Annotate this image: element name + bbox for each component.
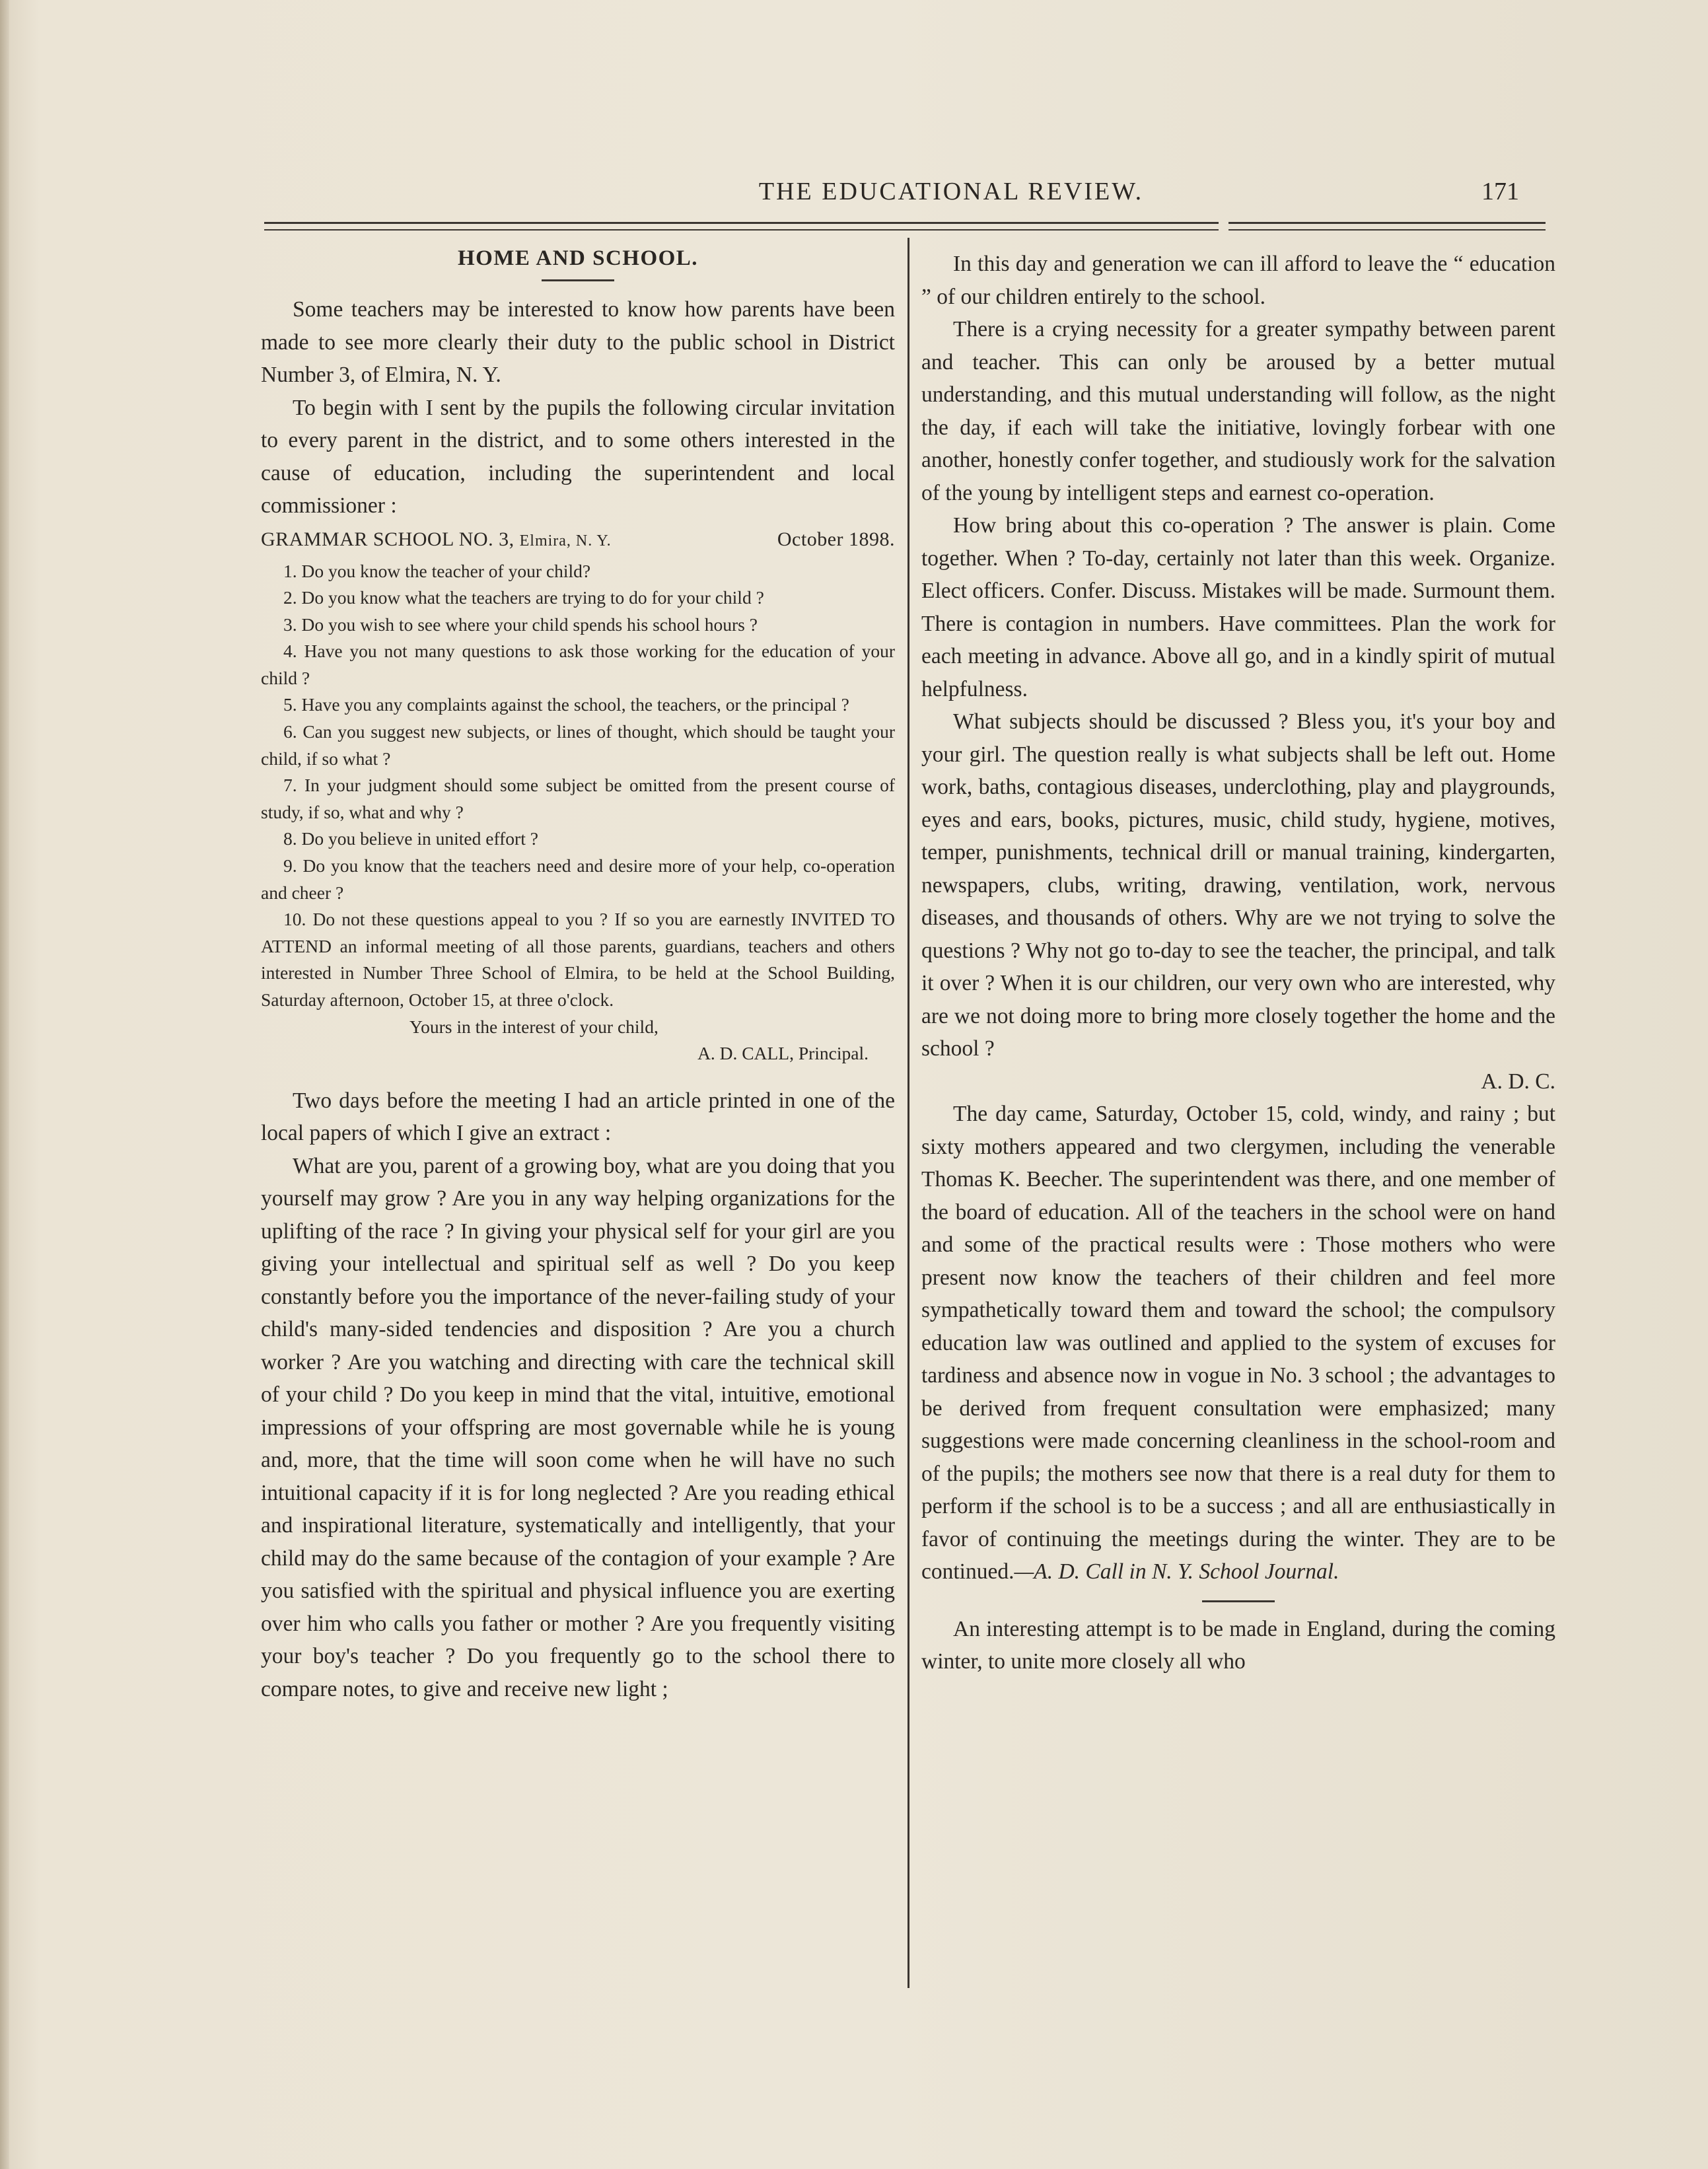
report-text: The day came, Saturday, October 15, cold, windy, and rainy ; but sixty mothers appeared and two clergymen, including the venerable Thomas K. Beecher. The superintendent was there, and one member of the board of education. All of the teachers in the school were on hand and some of the practical results were : Those mothers who were present now know the teachers of their children and feel more sympathetically toward them and toward the school; the compulsory education law was outlined and applied to the system of excuses for tardiness and absence now in vogue in No. 3 school ; the advantages to be derived from frequent consultation were emphasized; many suggestions were made concerning cleanliness in the school-room and of the pupils; the mothers see now that there is a real duty for them to perform if the school is to be a success ; and all are enthusiastically in favor of continuing the meetings during the winter. They are to be continued.	[921, 1102, 1555, 1584]
question-item: 2. Do you know what the teachers are trying to do for your child ?	[283, 587, 764, 608]
circular-school: GRAMMAR SCHOOL NO. 3,	[261, 528, 515, 550]
article-separator	[1202, 1600, 1275, 1602]
question-item: 8. Do you believe in united effort ?	[283, 828, 538, 849]
question-item: 3. Do you wish to see where your child spends his school hours ?	[283, 614, 758, 635]
body-paragraph: In this day and generation we can ill afford to leave the “ education ” of our children entirely to the school.	[921, 252, 1555, 309]
question-item: 1. Do you know the teacher of your child?	[283, 560, 591, 581]
circular-place: Elmira, N. Y.	[519, 532, 612, 550]
circular-signature: A. D. CALL, Principal.	[697, 1043, 869, 1064]
page-number: 171	[1481, 178, 1519, 205]
question-item: 5. Have you any complaints against the school, the teachers, or the principal ?	[283, 694, 849, 715]
question-item: 9. Do you know that the teachers need and desire more of your help, co-operation and cheer ?	[261, 855, 895, 903]
author-initials: A. D. C.	[1481, 1069, 1555, 1094]
source-citation: —A. D. Call in N. Y. School Journal.	[1014, 1559, 1339, 1584]
book-spine-edge	[0, 0, 9, 2169]
circular-date: October 1898.	[777, 528, 895, 550]
next-article-opening: An interesting attempt is to be made in England, during the coming winter, to unite more closely all who	[921, 1616, 1555, 1674]
body-paragraph: Two days before the meeting I had an article printed in one of the local papers of which I give an extract :	[261, 1088, 895, 1146]
left-column	[261, 241, 895, 1705]
article-heading: HOME AND SCHOOL.	[457, 246, 699, 270]
question-item: 4. Have you not many questions to ask those working for the education of your child ?	[261, 641, 895, 688]
circular-questions	[261, 558, 895, 1014]
column-divider	[907, 238, 909, 1988]
body-paragraph: How bring about this co-operation ? The answer is plain. Come together. When ? To-day, certainly not later than this week. Organize. Elect officers. Confer. Discuss. Mistakes will be made. Surmount them. There is contagion in numbers. Have committees. Plan the work for each meeting in advance. Above all go, and in a kindly spirit of mutual helpfulness.	[921, 513, 1555, 701]
circular-heading	[261, 525, 895, 555]
intro-paragraph: To begin with I sent by the pupils the following circular invitation to every parent in the district, and to some others interested in the cause of education, including the superintendent and local commissioner :	[261, 395, 895, 518]
body-paragraph: What subjects should be discussed ? Bless you, it's your boy and your girl. The question really is what subjects shall be left out. Home work, baths, contagious diseases, underclothing, play and playgrounds, eyes and ears, books, pictures, music, child study, hygiene, motives, temper, punishments, technical drill or manual training, kindergarten, newspapers, clubs, writing, drawing, ventilation, work, nervous diseases, and thousands of others. Why are we not trying to solve the questions ? Why not go to-day to see the teacher, the principal, and talk it over ? When it is our children, our very own who are interested, why are we not doing more to bring more closely together the home and the school ?	[921, 709, 1555, 1061]
question-item: 10. Do not these questions appeal to you ? If so you are earnestly INVITED TO ATTEND an informal meeting of all those parents, guardians, teachers and others interested in Number Three School of Elmira, to be held at the School Building, Saturday afternoon, October 15, at three o'clock.	[261, 909, 895, 1010]
report-paragraph	[921, 1098, 1555, 1588]
running-head	[264, 177, 1532, 217]
question-item: 7. In your judgment should some subject be omitted from the present course of study, if so, what and why ?	[261, 775, 895, 822]
heading-rule	[542, 279, 614, 281]
intro-paragraph: Some teachers may be interested to know how parents have been made to see more clearly their duty to the public school in District Number 3, of Elmira, N. Y.	[261, 297, 895, 387]
journal-title: THE EDUCATIONAL REVIEW.	[758, 178, 1144, 205]
header-rule-right	[1228, 222, 1546, 231]
circular-closing: Yours in the interest of your child,	[409, 1016, 658, 1037]
body-paragraph: There is a crying necessity for a greater sympathy between parent and teacher. This can only be aroused by a better mutual understanding, and this mutual understanding will follow, as the night the day, if each will take the initiative, lovingly forbear with one another, honestly confer together, and studiously work for the salvation of the young by intelligent steps and earnest co-operation.	[921, 317, 1555, 505]
right-column	[921, 241, 1555, 1678]
header-rule-left	[264, 222, 1219, 231]
body-paragraph: What are you, parent of a growing boy, what are you doing that you yourself may grow ? Are you in any way helping organizations for the uplifting of the race ? In giving your physical self for your girl are you giving your intellectual and spiritual self as well ? Do you keep constantly before you the importance of the never-failing study of your child's many-sided tendencies and disposition ? Are you a church worker ? Are you watching and directing with care the technical skill of your child ? Do you keep in mind that the vital, intuitive, emotional impressions of your offspring are most governable while he is young and, more, that the time will soon come when he will have no such intuitional capacity if it is for long neglected ? Are you reading ethical and inspirational literature, systematically and intelligently, that your child may do the same because of the contagion of your example ? Are you satisfied with the spiritual and physical influence you are exerting over him who calls you father or mother ? Are you frequently visiting your boy's teacher ? Do you frequently go to the school there to compare notes, to give and receive new light ;	[261, 1153, 895, 1701]
question-item: 6. Can you suggest new subjects, or lines of thought, which should be taught your child, if so what ?	[261, 721, 895, 769]
